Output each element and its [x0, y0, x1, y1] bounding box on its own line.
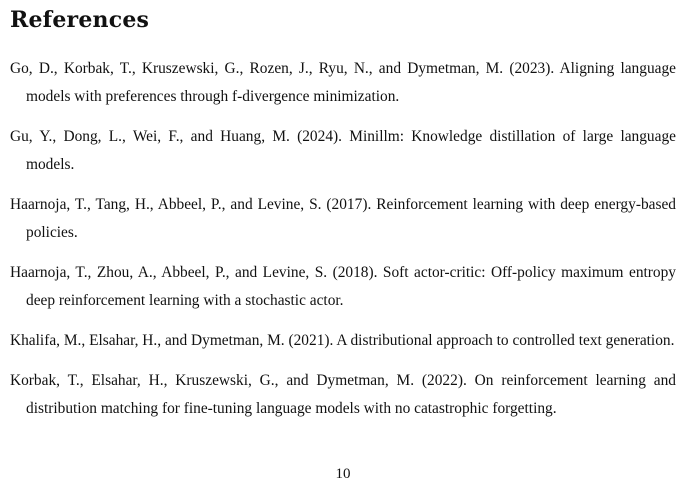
reference-entry-korbak-2022: Korbak, T., Elsahar, H., Kruszewski, G., and Dymetman, M. (2022). On reinforcement learning and distribution matching for fine-tuning language models with no catastrophic forgetting.	[10, 372, 676, 417]
reference-entry-gu-2024: Gu, Y., Dong, L., Wei, F., and Huang, M. (2024). Minillm: Knowledge distillation of large language models.	[10, 128, 676, 173]
reference-entry-haarnoja-2018: Haarnoja, T., Zhou, A., Abbeel, P., and Levine, S. (2018). Soft actor-critic: Off-policy maximum entropy deep reinforcement learning with a stochastic actor.	[10, 264, 676, 309]
page-number: 10	[335, 466, 351, 482]
reference-entry-khalifa-2021: Khalifa, M., Elsahar, H., and Dymetman, M. (2021). A distributional approach to controlled text generation.	[10, 332, 675, 349]
reference-list	[10, 55, 676, 435]
reference-entry-haarnoja-2017: Haarnoja, T., Tang, H., Abbeel, P., and Levine, S. (2017). Reinforcement learning with deep energy-based policies.	[10, 196, 676, 241]
section-title: References	[10, 7, 150, 33]
reference-entry-go-2023: Go, D., Korbak, T., Kruszewski, G., Rozen, J., Ryu, N., and Dymetman, M. (2023). Aligning language models with preferences through f-divergence minimization.	[10, 60, 676, 105]
